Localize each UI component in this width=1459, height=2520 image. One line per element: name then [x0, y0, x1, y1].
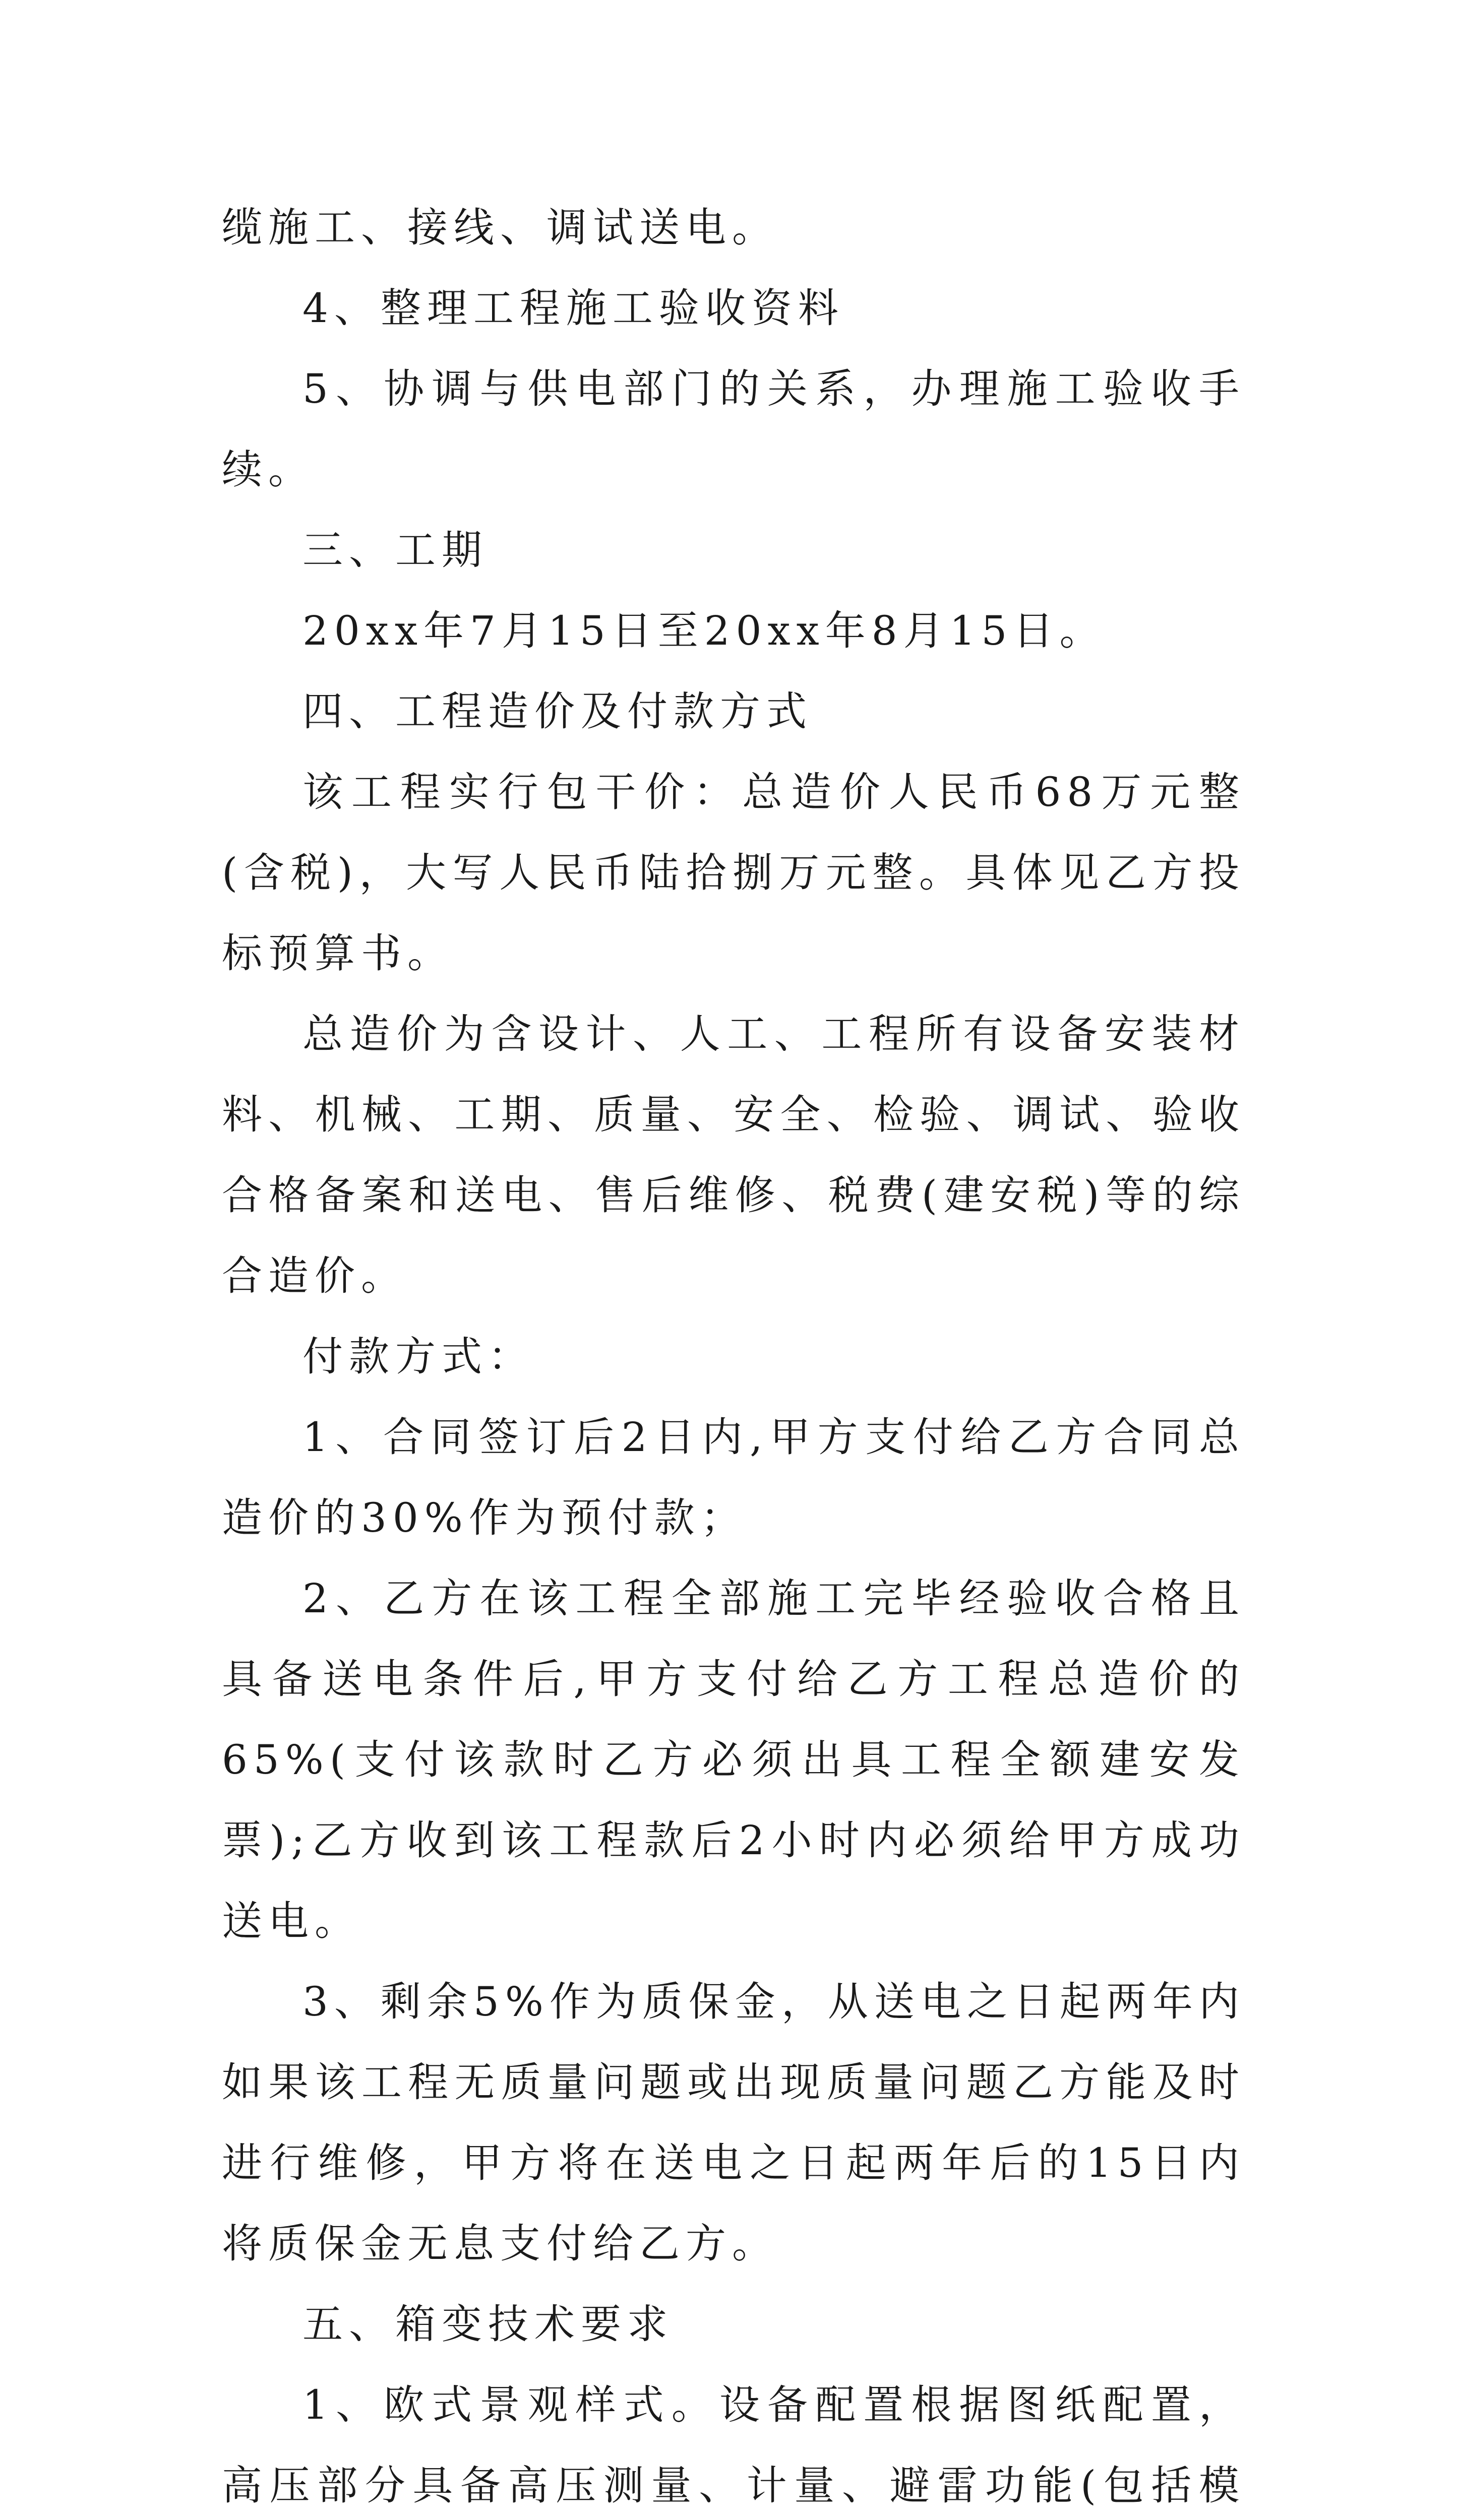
paragraph-item-5: 5、协调与供电部门的关系，办理施工验收手续。	[222, 365, 1245, 493]
paragraph-schedule-dates: 20xx年7月15日至20xx年8月15日。	[302, 607, 1106, 654]
paragraph-payment-1: 1、合同签订后2日内,甲方支付给乙方合同总造价的30%作为预付款；	[222, 1414, 1245, 1541]
paragraph-payment-3: 3、剩余5%作为质保金，从送电之日起两年内如果该工程无质量问题或出现质量问题乙方能及时进行维修，甲方将在送电之日起两年后的15日内将质保金无息支付给乙方。	[222, 1978, 1245, 2267]
paragraph-payment-2: 2、乙方在该工程全部施工完毕经验收合格且具备送电条件后,甲方支付给乙方工程总造价的65%(支付该款时乙方必须出具工程全额建安发票);乙方收到该工程款后2小时内必须给甲方成功送电。	[222, 1575, 1245, 1944]
section-heading-schedule: 三、工期	[302, 527, 488, 574]
paragraph-payment-heading: 付款方式：	[302, 1333, 534, 1380]
paragraph-tech-1: 1、欧式景观样式。设备配置根据图纸配置，高压部分具备高压测量、计量、避雷功能(包括模	[222, 2381, 1245, 2509]
document-body	[222, 187, 1245, 2520]
paragraph-continuation: 缆施工、接线、调试送电。	[222, 204, 778, 251]
paragraph-item-4: 4、整理工程施工验收资料	[302, 285, 844, 332]
paragraph-lump-sum: 该工程实行包干价：总造价人民币68万元整(含税)，大写人民币陆拾捌万元整。具体见乙方投标预算书。	[222, 769, 1245, 977]
paragraph-price-scope: 总造价为含设计、人工、工程所有设备安装材料、机械、工期、质量、安全、检验、调试、验收合格备案和送电、售后维修、税费(建安税)等的综合造价。	[222, 1011, 1245, 1299]
section-heading-price: 四、工程造价及付款方式	[302, 688, 813, 735]
section-heading-tech-requirements: 五、箱变技术要求	[302, 2301, 674, 2348]
